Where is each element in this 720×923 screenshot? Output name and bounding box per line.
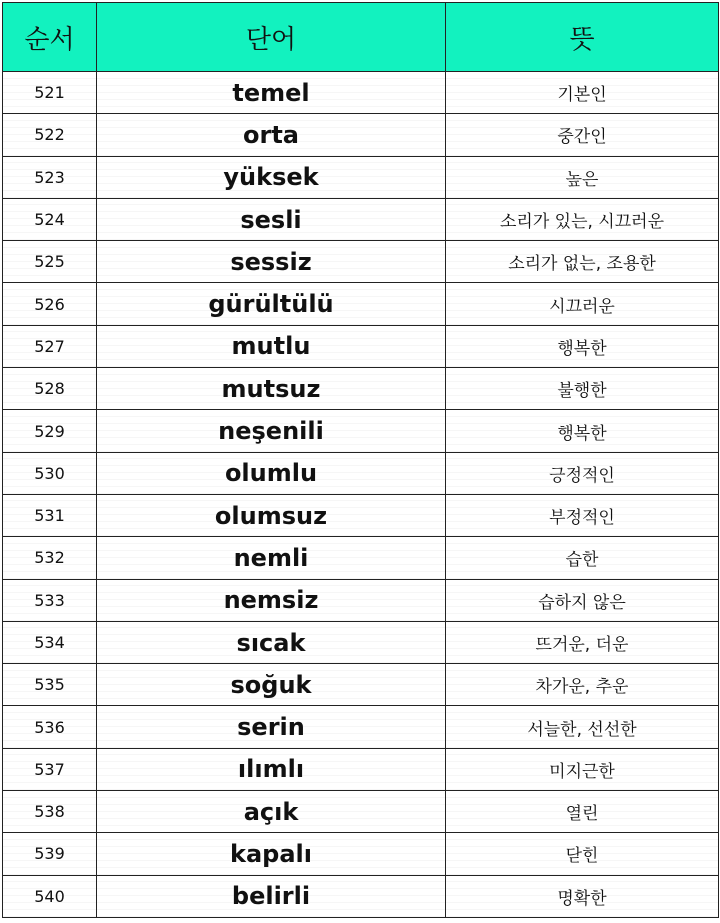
- table-row: [3, 241, 719, 283]
- table-row: [3, 664, 719, 706]
- table-header: [3, 3, 719, 72]
- row-number-cell: 530: [3, 452, 97, 494]
- table-row: [3, 537, 719, 579]
- table-row: [3, 494, 719, 536]
- turkish-word-cell: sesli: [97, 198, 446, 240]
- turkish-word-cell: açık: [97, 791, 446, 833]
- korean-meaning-cell: 명확한: [446, 875, 719, 917]
- row-number-cell: 536: [3, 706, 97, 748]
- table-row: [3, 706, 719, 748]
- turkish-word-cell: sessiz: [97, 241, 446, 283]
- korean-meaning-cell: 행복한: [446, 410, 719, 452]
- turkish-word-cell: orta: [97, 114, 446, 156]
- row-number-cell: 527: [3, 325, 97, 367]
- row-number-cell: 535: [3, 664, 97, 706]
- table-row: [3, 325, 719, 367]
- row-number-cell: 525: [3, 241, 97, 283]
- row-number-cell: 526: [3, 283, 97, 325]
- turkish-word-cell: serin: [97, 706, 446, 748]
- turkish-word-cell: mutsuz: [97, 368, 446, 410]
- korean-meaning-cell: 습하지 않은: [446, 579, 719, 621]
- vocabulary-table: [2, 2, 719, 918]
- korean-meaning-cell: 닫힌: [446, 833, 719, 875]
- row-number-cell: 523: [3, 156, 97, 198]
- korean-meaning-cell: 미지근한: [446, 748, 719, 790]
- table-row: [3, 621, 719, 663]
- vocabulary-table-container: [2, 2, 718, 918]
- turkish-word-cell: olumlu: [97, 452, 446, 494]
- korean-meaning-cell: 습한: [446, 537, 719, 579]
- row-number-cell: 531: [3, 494, 97, 536]
- row-number-cell: 524: [3, 198, 97, 240]
- korean-meaning-cell: 뜨거운, 더운: [446, 621, 719, 663]
- korean-meaning-cell: 부정적인: [446, 494, 719, 536]
- korean-meaning-cell: 기본인: [446, 72, 719, 114]
- korean-meaning-cell: 차가운, 추운: [446, 664, 719, 706]
- row-number-cell: 533: [3, 579, 97, 621]
- table-body: [3, 72, 719, 918]
- table-row: [3, 368, 719, 410]
- table-row: [3, 748, 719, 790]
- table-row: [3, 579, 719, 621]
- table-row: [3, 410, 719, 452]
- row-number-cell: 538: [3, 791, 97, 833]
- korean-meaning-cell: 불행한: [446, 368, 719, 410]
- table-row: [3, 452, 719, 494]
- header-word: 단어: [97, 3, 446, 72]
- turkish-word-cell: kapalı: [97, 833, 446, 875]
- turkish-word-cell: yüksek: [97, 156, 446, 198]
- row-number-cell: 529: [3, 410, 97, 452]
- table-row: [3, 198, 719, 240]
- table-row: [3, 875, 719, 917]
- header-row: [3, 3, 719, 72]
- row-number-cell: 539: [3, 833, 97, 875]
- turkish-word-cell: mutlu: [97, 325, 446, 367]
- row-number-cell: 537: [3, 748, 97, 790]
- turkish-word-cell: ılımlı: [97, 748, 446, 790]
- row-number-cell: 540: [3, 875, 97, 917]
- turkish-word-cell: neşenili: [97, 410, 446, 452]
- table-row: [3, 833, 719, 875]
- korean-meaning-cell: 시끄러운: [446, 283, 719, 325]
- turkish-word-cell: temel: [97, 72, 446, 114]
- header-meaning: 뜻: [446, 3, 719, 72]
- korean-meaning-cell: 소리가 없는, 조용한: [446, 241, 719, 283]
- turkish-word-cell: soğuk: [97, 664, 446, 706]
- turkish-word-cell: gürültülü: [97, 283, 446, 325]
- korean-meaning-cell: 높은: [446, 156, 719, 198]
- korean-meaning-cell: 서늘한, 선선한: [446, 706, 719, 748]
- header-order: 순서: [3, 3, 97, 72]
- row-number-cell: 534: [3, 621, 97, 663]
- turkish-word-cell: nemli: [97, 537, 446, 579]
- table-row: [3, 72, 719, 114]
- table-row: [3, 791, 719, 833]
- table-row: [3, 283, 719, 325]
- korean-meaning-cell: 행복한: [446, 325, 719, 367]
- korean-meaning-cell: 중간인: [446, 114, 719, 156]
- korean-meaning-cell: 긍정적인: [446, 452, 719, 494]
- turkish-word-cell: olumsuz: [97, 494, 446, 536]
- turkish-word-cell: nemsiz: [97, 579, 446, 621]
- row-number-cell: 522: [3, 114, 97, 156]
- table-row: [3, 156, 719, 198]
- korean-meaning-cell: 소리가 있는, 시끄러운: [446, 198, 719, 240]
- turkish-word-cell: sıcak: [97, 621, 446, 663]
- table-row: [3, 114, 719, 156]
- row-number-cell: 521: [3, 72, 97, 114]
- turkish-word-cell: belirli: [97, 875, 446, 917]
- row-number-cell: 528: [3, 368, 97, 410]
- row-number-cell: 532: [3, 537, 97, 579]
- korean-meaning-cell: 열린: [446, 791, 719, 833]
